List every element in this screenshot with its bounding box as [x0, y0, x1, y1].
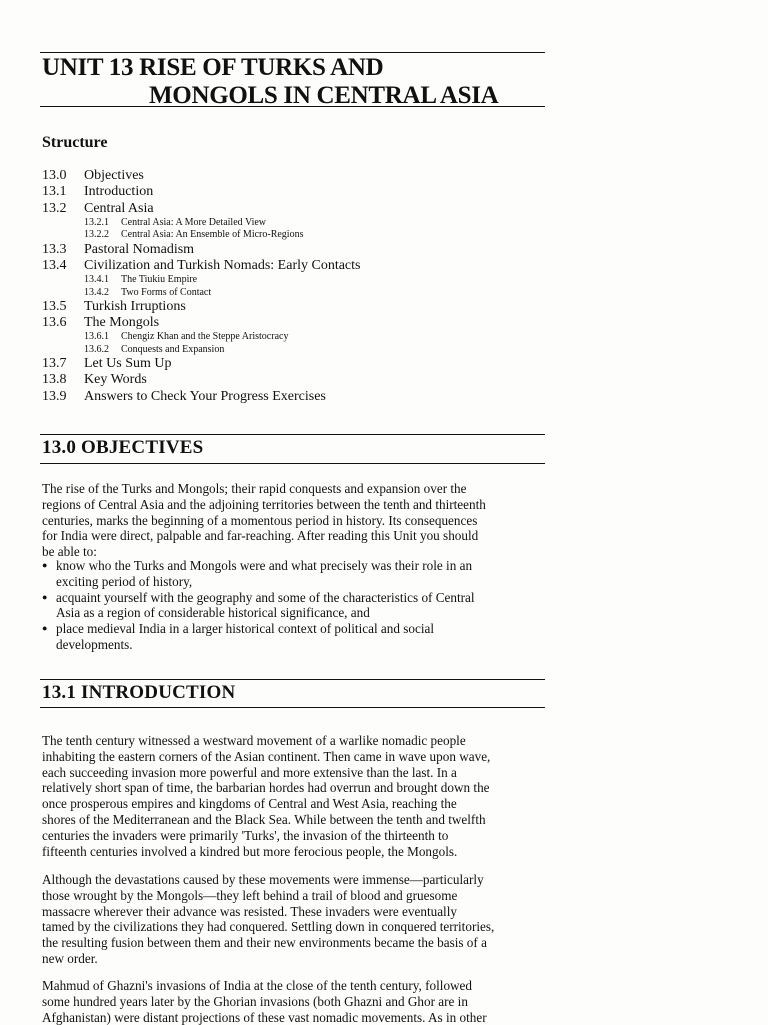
toc-item — [42, 201, 542, 217]
toc-item-number: 13.1 — [42, 184, 67, 200]
text-line: new order. — [42, 950, 98, 966]
unit-title-line-2: MONGOLS IN CENTRAL ASIA — [149, 82, 499, 109]
objective-bullet — [42, 558, 552, 590]
text-line: The rise of the Turks and Mongols; their rapid conquests and expansion over the — [42, 481, 467, 496]
text-line: be able to: — [42, 544, 97, 560]
text-line: Afghanistan) were distant projections of these vast nomadic movements. As in other — [42, 1009, 487, 1025]
toc-item-title: Pastoral Nomadism — [84, 241, 195, 257]
toc-item-number: 13.0 — [42, 168, 67, 183]
toc-item-number: 13.8 — [42, 372, 67, 388]
text-line: exciting period of history, — [56, 573, 193, 589]
unit-title-line-1: UNIT 13 RISE OF TURKS AND — [42, 54, 384, 81]
toc-item-title: The Mongols — [84, 315, 160, 331]
toc-item-number: 13.9 — [42, 388, 67, 404]
text-line: centuries the invaders were primarily 'Turks', the invasion of the thirteenth to — [42, 827, 449, 843]
objectives-bottom-rule — [40, 463, 545, 464]
text-line: developments. — [56, 636, 133, 652]
toc-item — [42, 299, 542, 315]
text-line: regions of Central Asia and the adjoining territories between the tenth and thirteenth — [42, 496, 486, 512]
text-line: tamed by the civilizations they had conquered. Settling down in conquered territories, — [42, 919, 495, 935]
text-line: ● know who the Turks and Mongols were and what precisely was their role in an — [56, 558, 473, 573]
toc-item-title: Answers to Check Your Progress Exercises — [84, 388, 326, 404]
objectives-bullet-list — [42, 558, 552, 653]
toc-item-title: Introduction — [84, 184, 154, 200]
text-line: shores of the Mediterranean and the Black Sea. While between the tenth and twelfth — [42, 811, 486, 827]
toc-item — [42, 372, 542, 388]
toc-subitem-title: Central Asia: An Ensemble of Micro-Regions — [121, 229, 304, 241]
unit-title — [42, 54, 498, 110]
toc-item — [42, 242, 542, 258]
objective-bullet — [42, 621, 552, 653]
text-line: those wrought by the Mongols—they left behind a trail of blood and gruesome — [42, 887, 458, 903]
toc-item — [42, 389, 542, 405]
toc-item — [42, 356, 542, 372]
toc-subitem-number: 13.2.1 — [84, 217, 109, 229]
toc-subitem-title: The Tiukiu Empire — [121, 274, 198, 286]
introduction-paragraph-2 — [42, 872, 552, 967]
toc-subitem-number: 13.4.1 — [84, 274, 109, 286]
toc-subitem — [42, 217, 542, 229]
toc-subitem — [42, 331, 542, 343]
toc-subitem-title: Two Forms of Contact — [121, 286, 212, 298]
toc-item-title: Turkish Irruptions — [84, 298, 186, 314]
objectives-top-rule — [40, 434, 545, 435]
toc-subitem — [42, 287, 542, 299]
toc-item-number: 13.7 — [42, 355, 67, 371]
text-line: inhabiting the eastern corners of the Asian continent. Then came in wave upon wave, — [42, 748, 491, 764]
text-line: ● place medieval India in a larger historical context of political and social — [56, 621, 435, 637]
title-top-rule — [40, 52, 545, 53]
toc-item-number: 13.3 — [42, 241, 67, 257]
text-line: Mahmud of Ghazni's invasions of India at the close of the tenth century, followed — [42, 978, 473, 993]
toc-item-number: 13.2 — [42, 200, 67, 216]
introduction-top-rule — [40, 679, 545, 680]
toc-item-number: 13.6 — [42, 315, 67, 331]
text-line: Although the devastations caused by these movements were immense—particularly — [42, 872, 484, 887]
introduction-paragraph-1 — [42, 733, 552, 859]
objective-bullet — [42, 590, 552, 622]
table-of-contents — [42, 168, 542, 405]
toc-item-title: Key Words — [84, 372, 147, 388]
text-line: fifteenth centuries involved a kindred but more ferocious people, the Mongols. — [42, 843, 458, 859]
toc-subitem-number: 13.6.2 — [84, 343, 109, 355]
text-line: centuries, marks the beginning of a momentous period in history. Its consequences — [42, 512, 478, 528]
text-line: Asia as a region of considerable historical significance, and — [56, 605, 370, 621]
structure-heading: Structure — [42, 134, 108, 151]
text-line: the resulting fusion between them and their new environments became the basis of a — [42, 935, 487, 951]
text-line: each succeeding invasion more powerful and more extensive than the last. In a — [42, 764, 457, 780]
toc-item — [42, 184, 542, 200]
text-line: for India were direct, palpable and far-reaching. After reading this Unit you should — [42, 528, 479, 544]
toc-item-title: Let Us Sum Up — [84, 355, 172, 371]
toc-subitem-title: Chengiz Khan and the Steppe Aristocracy — [121, 331, 289, 343]
objectives-intro-paragraph — [42, 481, 552, 560]
toc-item — [42, 168, 542, 184]
title-bottom-rule — [40, 106, 545, 107]
introduction-heading: 13.1 INTRODUCTION — [42, 682, 236, 703]
objectives-heading: 13.0 OBJECTIVES — [42, 437, 204, 458]
introduction-paragraph-3 — [42, 978, 552, 1025]
text-line: ● acquaint yourself with the geography and some of the characteristics of Central — [56, 589, 475, 605]
toc-item-title: Central Asia — [84, 200, 154, 216]
toc-item — [42, 315, 542, 331]
text-line: The tenth century witnessed a westward movement of a warlike nomadic people — [42, 733, 466, 748]
text-line: once prosperous empires and kingdoms of Central and West Asia, reaching the — [42, 796, 457, 812]
toc-subitem-number: 13.2.2 — [84, 229, 109, 241]
toc-subitem-number: 13.4.2 — [84, 286, 109, 298]
toc-subitem-title: Conquests and Expansion — [121, 343, 225, 355]
toc-item-number: 13.4 — [42, 257, 67, 273]
text-line: massacre wherever their advance was resisted. These invaders were eventually — [42, 903, 457, 919]
text-line: some hundred years later by the Ghorian invasions (both Ghazni and Ghor are in — [42, 993, 468, 1009]
toc-subitem — [42, 274, 542, 286]
toc-item-title: Objectives — [84, 168, 144, 183]
toc-subitem — [42, 229, 542, 241]
text-line: relatively short span of time, the barbarian hordes had overrun and brought down the — [42, 780, 490, 796]
introduction-bottom-rule — [40, 707, 545, 708]
toc-subitem — [42, 344, 542, 356]
toc-item — [42, 258, 542, 274]
toc-item-title: Civilization and Turkish Nomads: Early Contacts — [84, 257, 361, 273]
toc-subitem-number: 13.6.1 — [84, 331, 109, 343]
toc-item-number: 13.5 — [42, 298, 67, 314]
toc-subitem-title: Central Asia: A More Detailed View — [121, 217, 267, 229]
